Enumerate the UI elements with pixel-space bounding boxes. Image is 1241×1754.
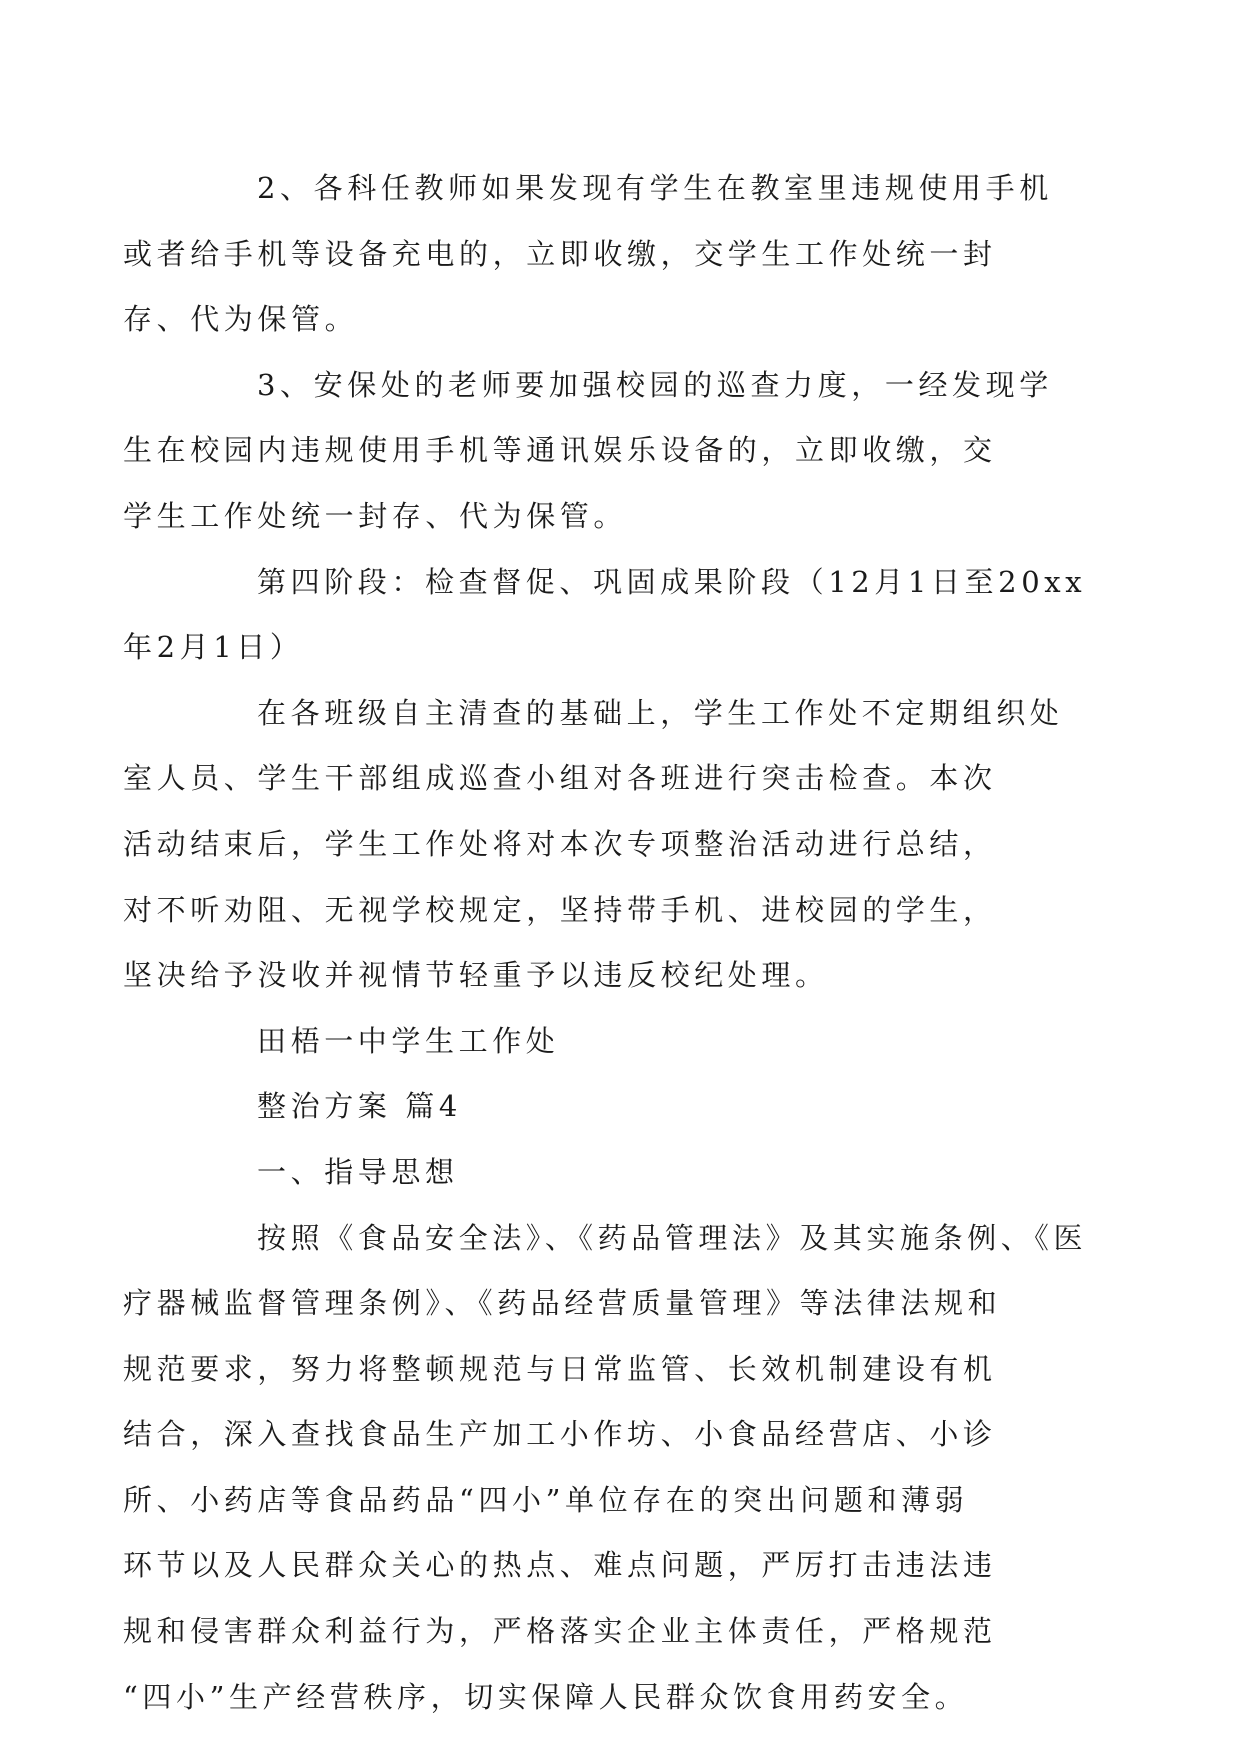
paragraph-stage-4 [123, 550, 1087, 681]
document-body [123, 156, 1088, 1730]
text-line: 第四阶段：检查督促、巩固成果阶段（12月1日至20xx [257, 564, 1087, 599]
text-line: 活动结束后，学生工作处将对本次专项整治活动进行总结， [123, 826, 997, 861]
text-line: 一、指导思想 [257, 1154, 459, 1189]
text-line: 规和侵害群众利益行为，严格落实企业主体责任，严格规范 [123, 1614, 997, 1649]
text-line: 2、各科任教师如果发现有学生在教室里违规使用手机 [257, 171, 1053, 205]
section-title [190, 1074, 1060, 1140]
text-line: 3、安保处的老师要加强校园的巡查力度，一经发现学 [257, 367, 1053, 402]
heading-guiding-ideology [190, 1140, 1060, 1206]
text-line: 室人员、学生干部组成巡查小组对各班进行突击检查。本次 [123, 761, 997, 796]
paragraph-guiding-body [123, 1206, 1088, 1731]
signature-line [190, 1009, 1060, 1075]
text-line: 按照《食品安全法》、《药品管理法》及其实施条例、《医 [257, 1220, 1088, 1255]
text-line: 在各班级自主清查的基础上，学生工作处不定期组织处 [257, 695, 1064, 730]
text-line: 田梧一中学生工作处 [257, 1023, 560, 1058]
text-line: 存、代为保管。 [123, 302, 359, 337]
text-line: 或者给手机等设备充电的，立即收缴，交学生工作处统一封 [123, 236, 997, 271]
text-line: 疗器械监督管理条例》、《药品经营质量管理》等法律法规和 [123, 1286, 1002, 1321]
text-line: 环节以及人民群众关心的热点、难点问题，严厉打击违法违 [123, 1548, 997, 1583]
text-line: “四小”生产经营秩序，切实保障人民群众饮食用药安全。 [123, 1679, 969, 1714]
text-line: 生在校园内违规使用手机等通讯娱乐设备的，立即收缴，交 [123, 433, 997, 468]
paragraph-stage-4-body [123, 681, 1064, 1009]
text-line: 整治方案 篇4 [257, 1089, 462, 1124]
text-line: 规范要求，努力将整顿规范与日常监管、长效机制建设有机 [123, 1351, 997, 1386]
paragraph-item-3 [123, 353, 1060, 550]
text-line: 结合，深入查找食品生产加工小作坊、小食品经营店、小诊 [123, 1417, 997, 1452]
text-line: 学生工作处统一封存、代为保管。 [123, 498, 628, 533]
text-line: 年2月1日） [123, 630, 304, 665]
paragraph-item-2 [123, 156, 1060, 353]
text-line: 所、小药店等食品药品“四小”单位存在的突出问题和薄弱 [123, 1482, 969, 1517]
text-line: 坚决给予没收并视情节轻重予以违反校纪处理。 [123, 958, 829, 993]
text-line: 对不听劝阻、无视学校规定，坚持带手机、进校园的学生， [123, 892, 997, 927]
